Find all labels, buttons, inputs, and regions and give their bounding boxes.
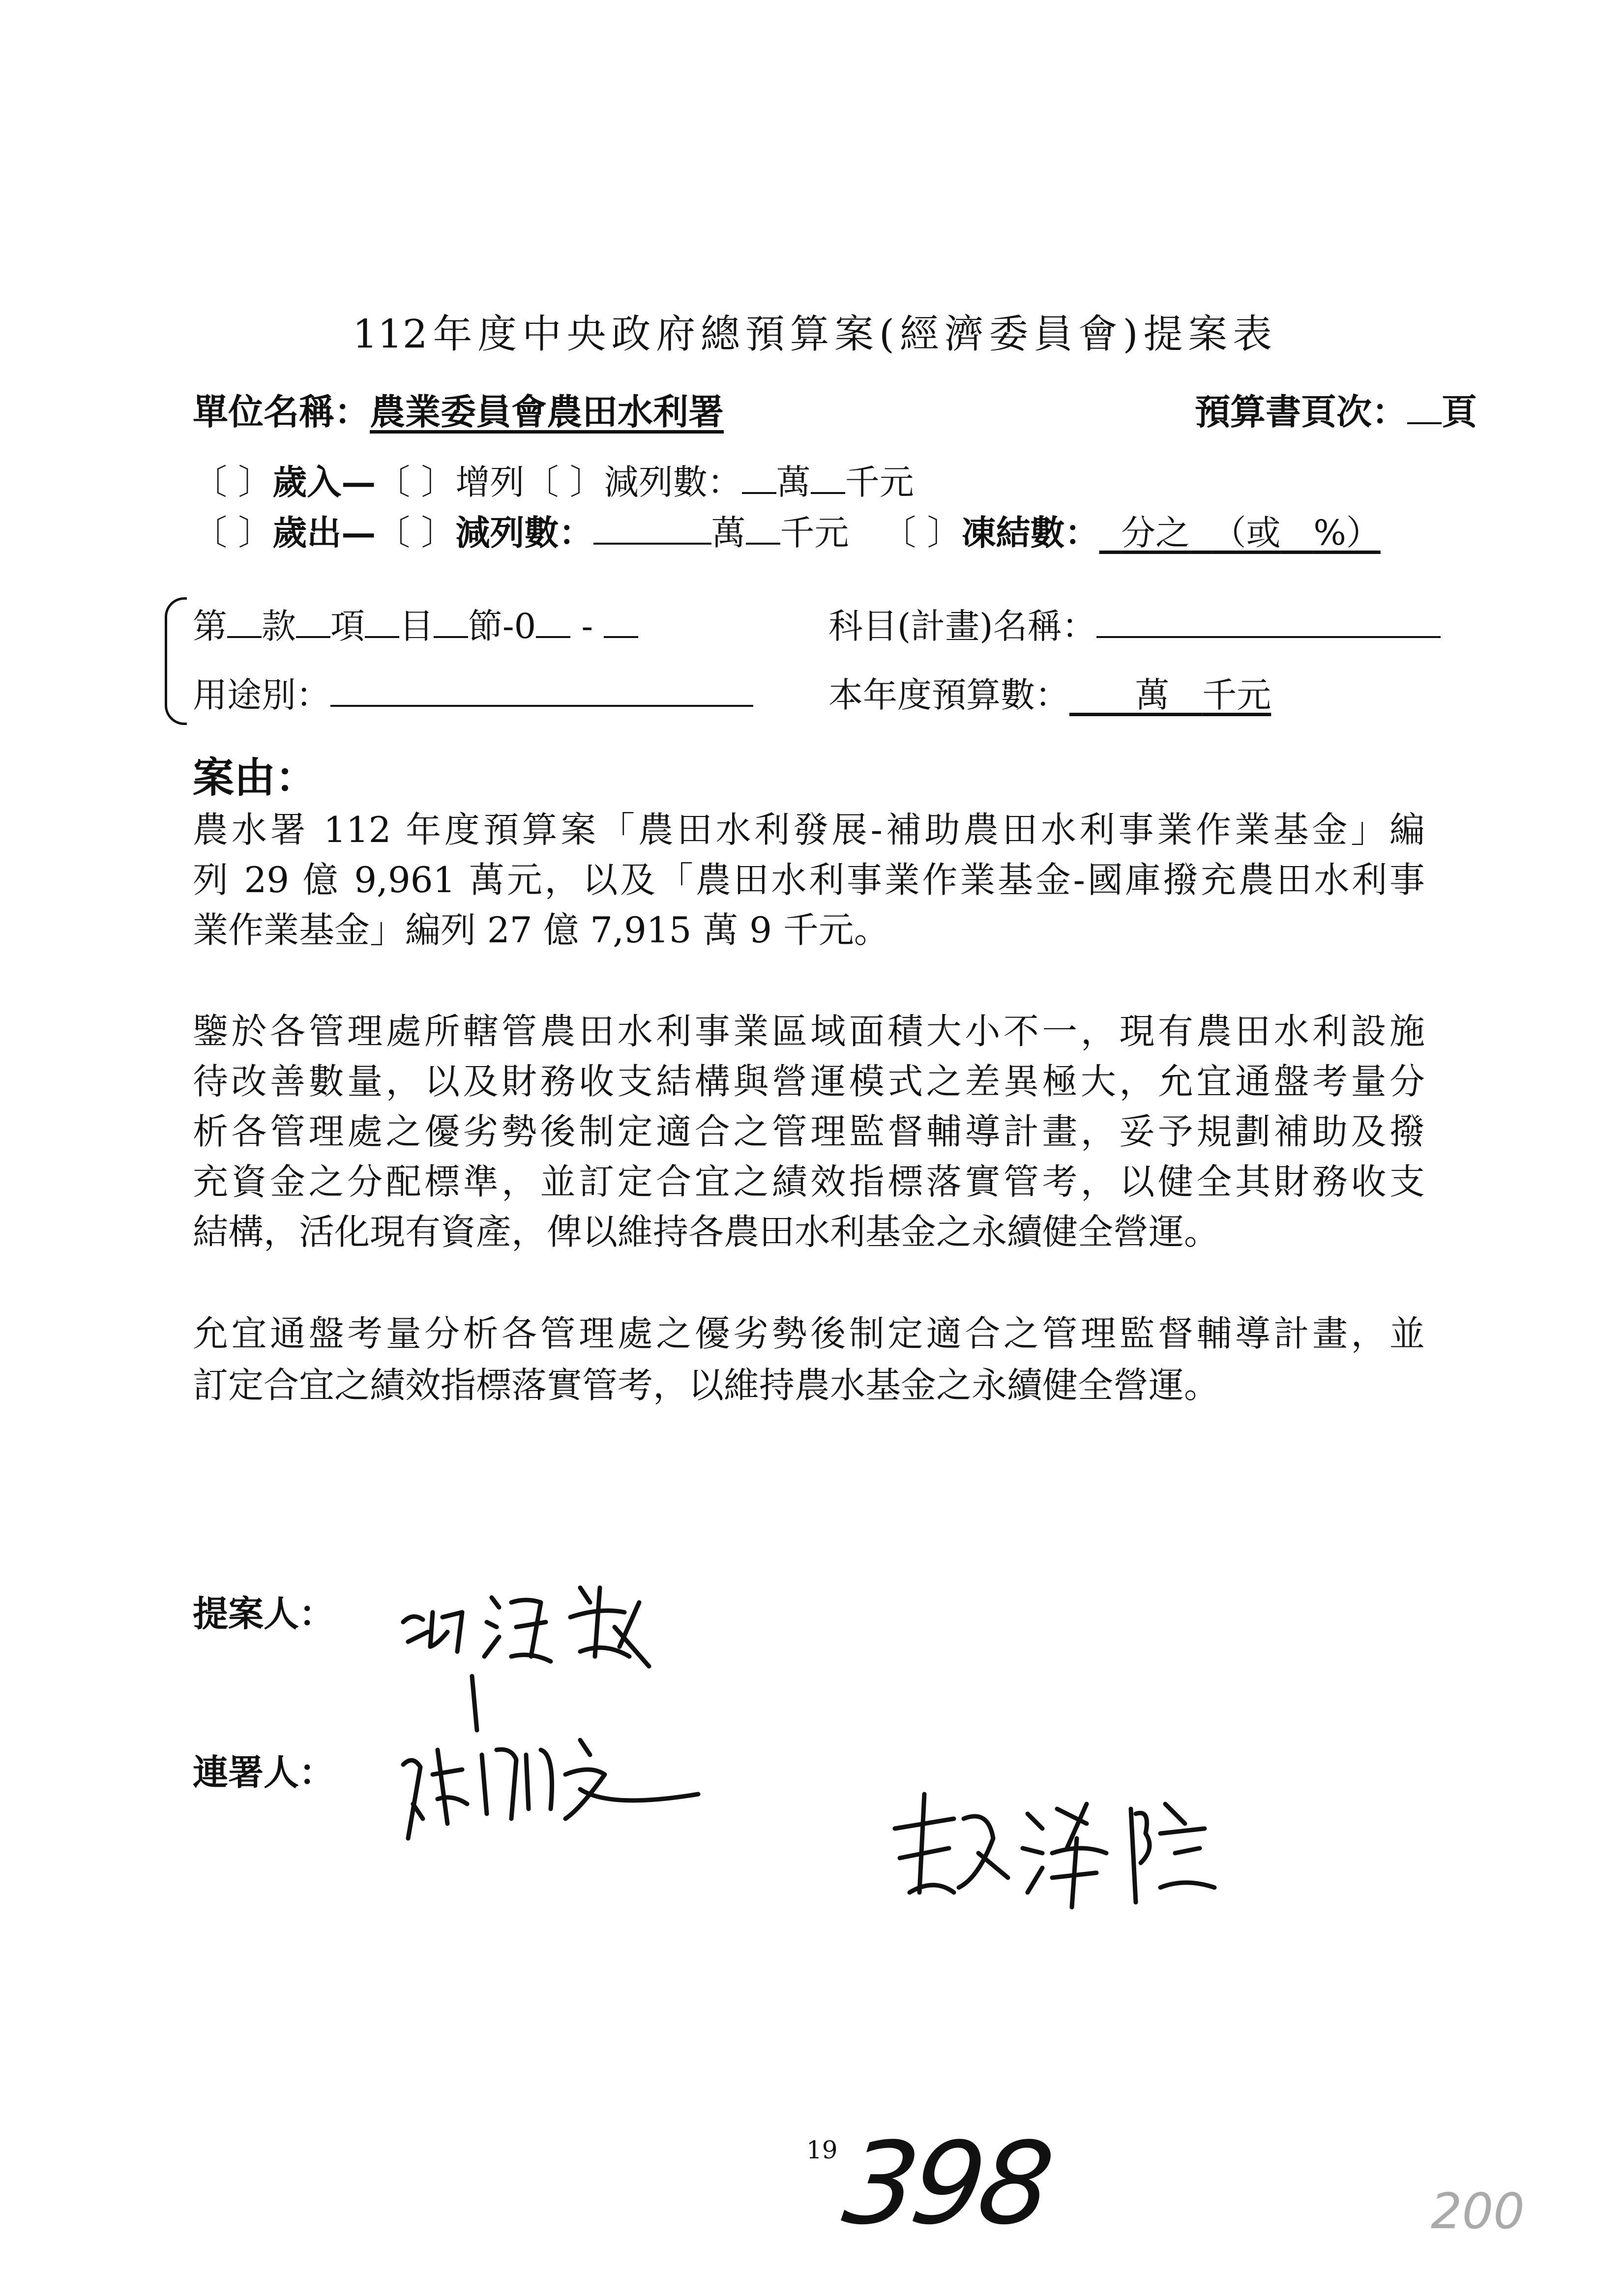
page-number: 19	[806, 2136, 838, 2164]
handwritten-page-number: 398	[836, 2119, 1056, 2250]
proposer-label: 提案人：	[193, 1593, 335, 1634]
freeze-checkbox[interactable]: 〔 〕	[882, 513, 962, 553]
budget-page-label: 預算書頁次：	[1195, 391, 1408, 433]
reason-line: 析各管理處之優劣勢後制定適合之管理監督輔導計畫，妥予規劃補助及撥	[193, 1111, 1425, 1152]
jie-label: 節-0	[468, 606, 536, 646]
expense-decrease-checkbox[interactable]: 〔 〕	[376, 513, 456, 553]
unit-name-row	[193, 383, 724, 435]
qian-unit: 千元	[845, 462, 914, 502]
budget-page-row	[1195, 383, 1477, 435]
use-label: 用途別：	[193, 675, 330, 715]
increase-label: 增列	[455, 462, 525, 502]
reason-line: 鑒於各管理處所轄管農田水利事業區域面積大小不一，現有農田水利設施	[193, 1011, 1425, 1052]
subject-label: 科目(計畫)名稱：	[828, 606, 1096, 646]
reason-line: 充資金之分配標準，並訂定合宜之績效指標落實管考，以健全其財務收支	[193, 1161, 1425, 1202]
wan-unit: 萬	[776, 462, 811, 502]
wan-unit: 萬	[711, 513, 746, 553]
freeze-label: 凍結數：	[961, 512, 1099, 553]
expense-row	[193, 505, 1381, 555]
use-row	[193, 668, 753, 717]
dash: -	[581, 606, 593, 646]
xiang-label: 項	[330, 606, 365, 646]
kuan-label: 款	[262, 606, 296, 646]
budget-row	[828, 668, 1271, 717]
reason-heading: 案由：	[193, 753, 317, 802]
budget-value: 萬 千元	[1135, 675, 1271, 715]
freeze-value: 分之 （或 %）	[1121, 513, 1381, 553]
revenue-label: 歲入—	[272, 462, 376, 502]
subject-row	[828, 599, 1441, 648]
cosigner-signature-1	[393, 1720, 708, 1848]
item-bracket	[165, 597, 187, 725]
unit-name-label: 單位名稱：	[193, 391, 370, 433]
qian-unit: 千元	[780, 513, 849, 553]
di-label: 第	[193, 606, 227, 646]
unit-name-value: 農業委員會農田水利署	[370, 391, 724, 433]
cosigner-signature-2	[880, 1779, 1224, 1922]
budget-label: 本年度預算數：	[828, 675, 1069, 715]
proposer-signature	[393, 1558, 698, 1740]
reason-line: 待改善數量，以及財務收支結構與營運模式之差異極大，允宜通盤考量分	[193, 1061, 1425, 1102]
mu-label: 目	[399, 606, 434, 646]
expense-checkbox[interactable]: 〔 〕	[193, 513, 273, 553]
reason-line: 業作業基金」編列 27 億 7,915 萬 9 千元。	[193, 909, 889, 951]
decrease-label: 減列數：	[604, 462, 742, 502]
reason-line: 列 29 億 9,961 萬元，以及「農田水利事業作業基金-國庫撥充農田水利事	[193, 859, 1425, 901]
reason-line: 結構，活化現有資產，俾以維持各農田水利基金之永續健全營運。	[193, 1211, 1220, 1252]
page-suffix: 頁	[1442, 391, 1477, 433]
expense-label: 歲出—	[272, 512, 376, 553]
reason-line: 農水署 112 年度預算案「農田水利發展-補助農田水利事業作業基金」編	[193, 809, 1425, 850]
document-title: 112年度中央政府總預算案(經濟委員會)提案表	[353, 311, 1272, 357]
cosigner-label: 連署人：	[193, 1751, 335, 1793]
increase-checkbox[interactable]: 〔 〕	[376, 462, 456, 502]
revenue-row	[193, 455, 914, 504]
decrease-checkbox[interactable]: 〔 〕	[524, 462, 604, 502]
item-row	[193, 599, 638, 648]
expense-decrease-label: 減列數：	[455, 512, 593, 553]
faint-handwritten-number: 200	[1431, 2182, 1525, 2240]
reason-line: 允宜通盤考量分析各管理處之優劣勢後制定適合之管理監督輔導計畫，並	[193, 1313, 1425, 1354]
revenue-checkbox[interactable]: 〔 〕	[193, 462, 273, 502]
reason-line: 訂定合宜之績效指標落實管考，以維持農水基金之永續健全營運。	[193, 1365, 1220, 1406]
